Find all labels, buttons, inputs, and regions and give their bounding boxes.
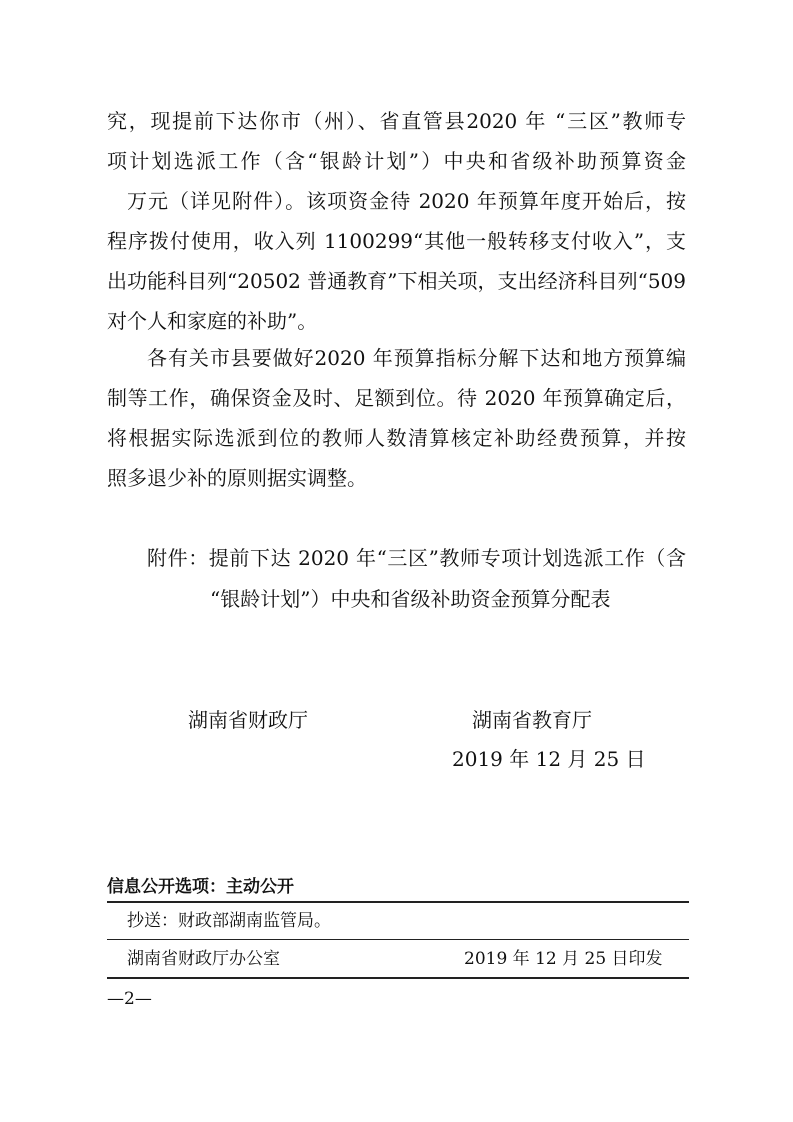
body-line: 各有关市县要做好2020 年预算指标分解下达和地方预算编	[147, 346, 686, 370]
footer-rule-top	[107, 901, 689, 903]
attachment-line: 附件：提前下达 2020 年“三区”教师专项计划选派工作（含	[147, 546, 686, 570]
footer-rule-bottom	[107, 977, 689, 979]
body-line: 对个人和家庭的补助”。	[107, 309, 318, 333]
signature-left: 湖南省财政厅	[188, 708, 308, 732]
body-line: 将根据实际选派到位的教师人数清算核定补助经费预算，并按	[107, 426, 686, 450]
signature-right: 湖南省教育厅	[472, 708, 592, 732]
body-line: 照多退少补的原则据实调整。	[107, 466, 367, 490]
body-line: 项计划选派工作（含“银龄计划”）中央和省级补助预算资金	[107, 149, 686, 173]
body-line: 出功能科目列“20502 普通教育”下相关项，支出经济科目列“509	[107, 269, 686, 293]
cc-line: 抄送：财政部湖南监管局。	[127, 911, 331, 931]
footer-rule-middle	[107, 939, 689, 940]
issue-date: 2019 年 12 月 25 日印发	[464, 949, 663, 969]
signature-date: 2019 年 12 月 25 日	[452, 747, 646, 771]
issuer: 湖南省财政厅办公室	[127, 949, 280, 969]
body-line: 程序拨付使用，收入列 1100299“其他一般转移支付收入”，支	[107, 229, 686, 253]
attachment-line: “银龄计划”）中央和省级补助资金预算分配表	[210, 587, 611, 611]
body-line: 制等工作，确保资金及时、足额到位。待 2020 年预算确定后，	[107, 386, 686, 410]
disclosure-option: 信息公开选项：主动公开	[107, 877, 294, 897]
body-line: 究，现提前下达你市（州）、省直管县2020 年 “三区”教师专	[107, 109, 686, 133]
body-line: 万元（详见附件）。该项资金待 2020 年预算年度开始后，按	[127, 189, 686, 213]
page-number: —2—	[107, 989, 152, 1009]
